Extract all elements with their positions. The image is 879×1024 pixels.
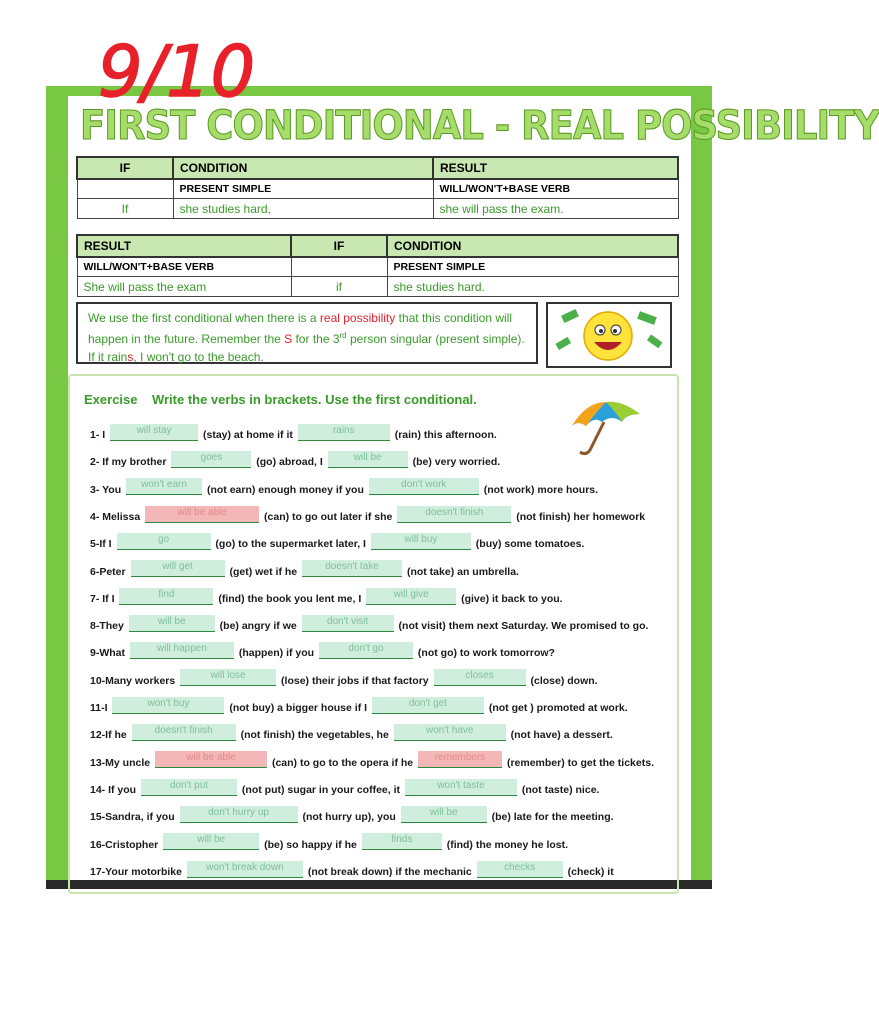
umbrella-icon (566, 392, 646, 458)
exercise-text: (not have) a dessert. (507, 729, 613, 742)
exercise-line (90, 507, 645, 527)
exercise-title: Exercise Write the verbs in brackets. Use the first conditional. (84, 392, 477, 407)
exercise-line (90, 425, 497, 445)
sub-if (291, 257, 387, 277)
exercise-text: (not earn) enough money if you (204, 483, 367, 496)
sub-condition: PRESENT SIMPLE (387, 257, 678, 277)
exercise-text: 17-Your motorbike (90, 865, 185, 878)
answer-blank[interactable]: will lose (180, 669, 276, 686)
exercise-text: 10-Many workers (90, 674, 179, 687)
answer-blank[interactable]: remembers (418, 751, 502, 768)
answer-blank[interactable]: go (117, 533, 211, 550)
answer-blank[interactable]: will get (131, 560, 225, 577)
exercise-text: 14- If you (90, 783, 140, 796)
answer-blank[interactable]: don't visit (302, 615, 394, 632)
answer-blank[interactable]: goes (171, 451, 251, 468)
exercise-text: (find) the money he lost. (443, 838, 569, 851)
exercise-text: (rain) this afternoon. (391, 429, 497, 441)
exercise-text: (go) to the supermarket later, I (212, 538, 369, 551)
result-condition-table (76, 234, 679, 297)
exercise-text: (give) it back to you. (458, 592, 563, 605)
exercise-line (90, 725, 613, 745)
answer-blank[interactable]: won't taste (405, 779, 517, 796)
exercise-line (90, 807, 614, 827)
header-if: IF (77, 157, 173, 179)
exercise-text: (find) the book you lent me, I (215, 592, 365, 605)
exercise-text: (be) so happy if he (261, 838, 360, 851)
worksheet (68, 96, 879, 880)
exercise-line (90, 780, 599, 800)
answer-blank[interactable]: doesn't finish (132, 724, 236, 741)
answer-blank[interactable]: don't work (369, 478, 479, 495)
answer-blank[interactable]: will be able (145, 506, 259, 523)
answer-blank[interactable]: doesn't finish (397, 506, 511, 523)
answer-blank[interactable]: won't break down (187, 861, 303, 878)
answer-blank[interactable]: rains (298, 424, 390, 441)
header-result: RESULT (433, 157, 678, 179)
grade-text: 9/10 (98, 31, 256, 113)
exercise-text: (lose) their jobs if that factory (278, 674, 432, 687)
exercise-text: (not hurry up), you (299, 811, 399, 824)
exercise-line (90, 862, 614, 882)
exercise-text: 16-Cristopher (90, 838, 162, 851)
answer-blank[interactable]: will buy (371, 533, 471, 550)
exercise-text: (not taste) nice. (518, 783, 600, 796)
answer-blank[interactable]: will be (401, 806, 487, 823)
exercise-text: (close) down. (527, 674, 598, 687)
exercise-text: (not take) an umbrella. (404, 565, 519, 578)
example-if: if (291, 277, 387, 297)
exercise-text: 7- If I (90, 592, 118, 605)
header-result: RESULT (77, 235, 291, 257)
answer-blank[interactable]: don't get (372, 697, 484, 714)
grade-mark (88, 30, 308, 113)
exercise-text: 15-Sandra, if you (90, 811, 178, 824)
smiley-money-icon (548, 304, 670, 366)
answer-blank[interactable]: will be (328, 451, 408, 468)
sub-result: WILL/WON'T+BASE VERB (433, 179, 678, 199)
answer-blank[interactable]: won't buy (112, 697, 224, 714)
exercise-text: (not finish) the vegetables, he (237, 729, 392, 742)
exercise-text: (not work) more hours. (480, 483, 599, 496)
answer-blank[interactable]: will be able (155, 751, 267, 768)
exercise-line (90, 835, 568, 855)
exercise-line (90, 452, 500, 472)
exercise-text: (get) wet if he (226, 565, 301, 578)
answer-blank[interactable]: checks (477, 861, 563, 878)
exercise-text: 4- Melissa (90, 510, 144, 523)
exercise-text: (happen) if you (235, 647, 317, 660)
answer-blank[interactable]: finds (362, 833, 442, 850)
exercise-text: 13-My uncle (90, 756, 154, 769)
exercise-text: (not put) sugar in your coffee, it (239, 783, 403, 796)
exercise-text: 1- I (90, 429, 109, 441)
answer-blank[interactable]: find (119, 588, 213, 605)
answer-blank[interactable]: don't put (141, 779, 237, 796)
exercise-line (90, 753, 654, 773)
answer-blank[interactable]: won't have (394, 724, 506, 741)
condition-result-table (76, 156, 679, 219)
exercise-text: (not go) to work tomorrow? (415, 647, 555, 660)
exercise-line (90, 534, 584, 554)
answer-blank[interactable]: doesn't take (302, 560, 402, 577)
exercise-text: (not break down) if the mechanic (304, 865, 475, 878)
exercise-text: 6-Peter (90, 565, 129, 578)
exercise-text: (go) abroad, I (253, 456, 326, 469)
exercise-text: 9-What (90, 647, 128, 660)
header-if: IF (291, 235, 387, 257)
example-result: she will pass the exam. (433, 199, 678, 219)
exercise-text: (buy) some tomatoes. (472, 538, 585, 551)
exercise-line (90, 698, 628, 718)
answer-blank[interactable]: will give (366, 588, 456, 605)
answer-blank[interactable]: don't hurry up (180, 806, 298, 823)
smiley-illustration (546, 302, 672, 368)
page-title: FIRST CONDITIONAL - REAL POSSIBILITY (80, 102, 879, 149)
exercise-line (90, 671, 598, 691)
example-condition: she studies hard, (173, 199, 433, 219)
exercise-line (90, 562, 519, 582)
exercise-line (90, 616, 648, 636)
answer-blank[interactable]: won't earn (126, 478, 202, 495)
example-condition: she studies hard. (387, 277, 678, 297)
exercise-text: 11-I (90, 702, 111, 714)
example-result: She will pass the exam (77, 277, 291, 297)
sub-condition: PRESENT SIMPLE (173, 179, 433, 199)
exercise-text: 2- If my brother (90, 456, 170, 469)
exercise-text: (can) to go out later if she (261, 510, 396, 523)
exercise-text: 3- You (90, 483, 125, 496)
answer-blank[interactable]: will stay (110, 424, 198, 441)
exercise-text: (stay) at home if it (200, 429, 296, 441)
exercise-text: (be) late for the meeting. (488, 811, 614, 824)
exercise-text: 8-They (90, 620, 127, 633)
example-if: If (77, 199, 173, 219)
answer-blank[interactable]: will happen (130, 642, 234, 659)
answer-blank[interactable]: will be (129, 615, 215, 632)
sub-if (77, 179, 173, 199)
exercise-text: (be) angry if we (216, 620, 300, 633)
exercise-text: (check) it (564, 865, 614, 878)
sub-result: WILL/WON'T+BASE VERB (77, 257, 291, 277)
exercise-text: (not get ) promoted at work. (485, 702, 628, 714)
header-condition: CONDITION (387, 235, 678, 257)
exercise-text: 5-If I (90, 538, 115, 551)
exercise-line (90, 480, 598, 500)
exercise-line (90, 643, 555, 663)
exercise-text: (not buy) a bigger house if I (226, 702, 370, 714)
exercise-text: 12-If he (90, 729, 130, 742)
exercise-text: (can) to go to the opera if he (269, 756, 417, 769)
answer-blank[interactable]: closes (434, 669, 526, 686)
header-condition: CONDITION (173, 157, 433, 179)
rule-explanation: We use the first conditional when there is a real possibility that this condition will happen in the future. Remember the S for the 3rd person singular (present simple). If it rains, I won't go to the beach. (76, 302, 538, 364)
exercise-line (90, 589, 563, 609)
exercise-text: (not visit) them next Saturday. We promised to go. (395, 620, 649, 633)
answer-blank[interactable]: don't go (319, 642, 413, 659)
exercise-text: (be) very worried. (409, 456, 501, 469)
exercise-text: (remember) to get the tickets. (504, 756, 654, 769)
exercise-text: (not finish) her homework (513, 510, 646, 523)
answer-blank[interactable]: will be (163, 833, 259, 850)
